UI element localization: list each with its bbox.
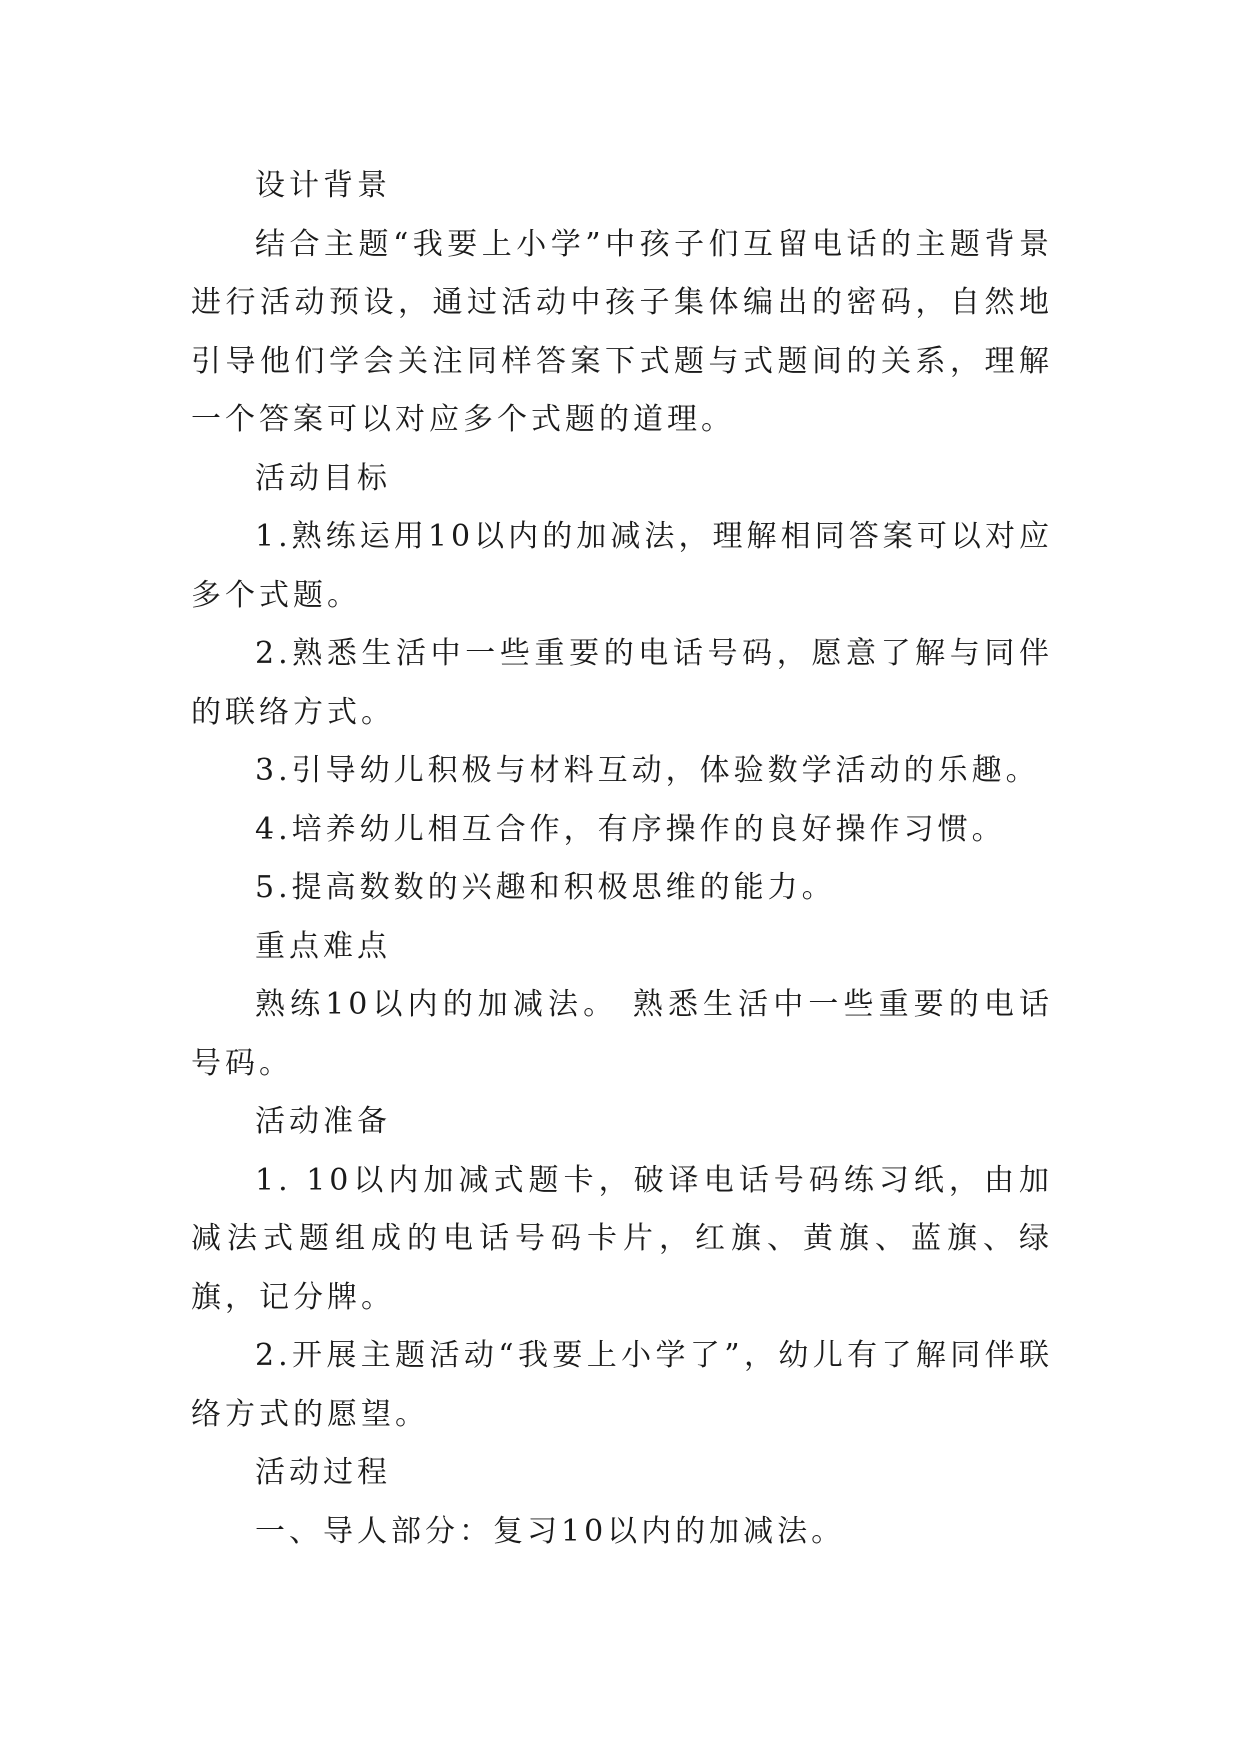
preparation-item-2: 2.开展主题活动“我要上小学了”，幼儿有了解同伴联络方式的愿望。 [191, 1338, 1053, 1432]
preparation-item-1: 1. 10以内加减式题卡，破译电话号码练习纸，由加减法式题组成的电话号码卡片，红旗、黄旗、蓝旗、绿旗，记分牌。 [191, 1162, 1053, 1315]
goal-item-4: 4.培养幼儿相互合作，有序操作的良好操作习惯。 [255, 811, 1006, 847]
goal-item-1: 1.熟练运用10以内的加减法，理解相同答案可以对应多个式题。 [191, 519, 1053, 613]
heading-design-background: 设计背景 [255, 168, 391, 203]
heading-activity-process: 活动过程 [255, 1455, 391, 1490]
goal-item-5: 5.提高数数的兴趣和积极思维的能力。 [255, 870, 836, 905]
heading-activity-preparation: 活动准备 [255, 1104, 391, 1139]
goal-item-2: 2.熟悉生活中一些重要的电话号码，愿意了解与同伴的联络方式。 [191, 636, 1053, 730]
heading-key-difficulties: 重点难点 [255, 928, 391, 964]
paragraph-design-background: 结合主题“我要上小学”中孩子们互留电话的主题背景进行活动预设，通过活动中孩子集体编出的密码，自然地引导他们学会关注同样答案下式题与式题间的关系，理解一个答案可以对应多个式题的道理。 [191, 226, 1053, 437]
heading-activity-goals: 活动目标 [255, 460, 391, 496]
paragraph-key-difficulties: 熟练10以内的加减法。 熟悉生活中一些重要的电话号码。 [191, 987, 1053, 1081]
document-page [191, 157, 1053, 1561]
process-item-1: 一、导人部分：复习10以内的加减法。 [255, 1513, 846, 1549]
goal-item-3: 3.引导幼儿积极与材料互动，体验数学活动的乐趣。 [255, 753, 1040, 788]
